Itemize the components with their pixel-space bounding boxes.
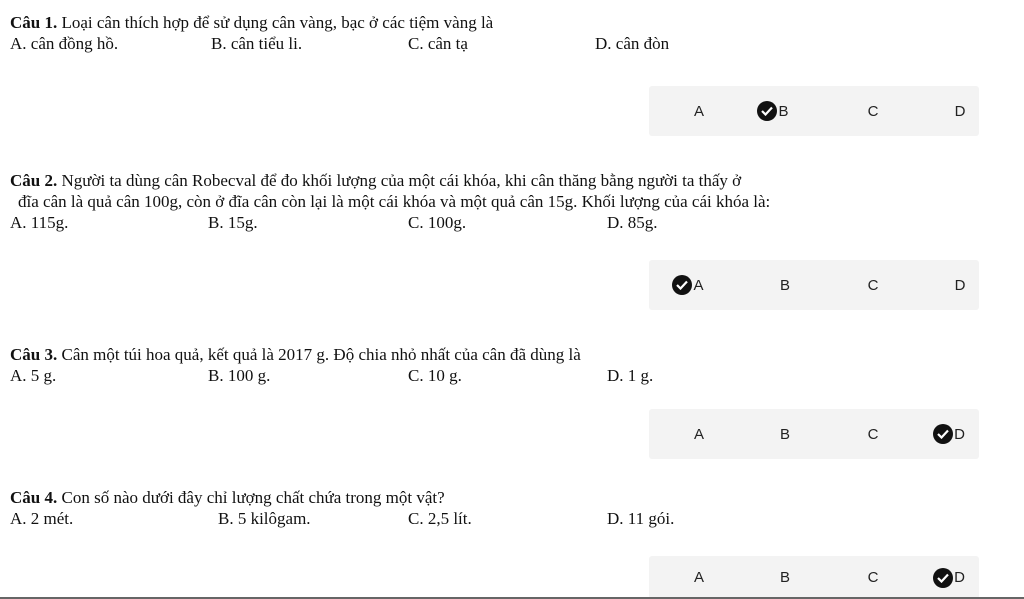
answer-choice-a[interactable]: A (693, 569, 704, 586)
answer-bar-3 (649, 409, 979, 459)
question-number: Câu 2. (10, 171, 58, 190)
answer-choice-c[interactable]: C (867, 276, 879, 294)
option-a: A. cân đồng hồ. (10, 34, 119, 53)
answer-bar-2 (649, 260, 979, 310)
option-b: B. 15g. (208, 213, 258, 232)
options-row (10, 508, 1015, 530)
option-b: B. cân tiểu li. (211, 34, 303, 53)
answer-choice-b[interactable]: B (779, 569, 790, 586)
answer-choice-b[interactable]: B (779, 276, 790, 294)
option-b: B. 5 kilôgam. (218, 509, 311, 528)
option-d: D. 85g. (607, 213, 658, 232)
checkmark-icon (757, 101, 777, 121)
answer-bar-4 (649, 556, 979, 599)
checkmark-icon (933, 424, 953, 444)
question-2 (10, 170, 1015, 234)
option-a: A. 115g. (10, 213, 69, 232)
answer-choice-a[interactable]: A (693, 102, 704, 120)
question-number: Câu 4. (10, 488, 58, 507)
answer-choice-b[interactable]: B (779, 425, 790, 443)
question-text: Người ta dùng cân Robecval để đo khối lượng của một cái khóa, khi cân thăng bằng người ta thấy ở (61, 171, 742, 190)
answer-choice-d[interactable]: D (919, 556, 979, 599)
answer-choice-c[interactable]: C (867, 102, 879, 120)
option-d: D. cân đòn (595, 34, 670, 53)
question-text: Loại cân thích hợp để sử dụng cân vàng, bạc ở các tiệm vàng là (61, 13, 494, 32)
option-c: C. 100g. (408, 213, 467, 232)
options-row (10, 365, 1015, 387)
question-4 (10, 487, 1015, 530)
options-row (10, 212, 1015, 234)
option-c: C. 10 g. (408, 366, 462, 385)
question-3 (10, 344, 1015, 387)
option-a: A. 2 mét. (10, 509, 74, 528)
option-b: B. 100 g. (208, 366, 271, 385)
option-d: D. 11 gói. (607, 509, 675, 528)
question-text-continued: đĩa cân là quả cân 100g, còn ở đĩa cân còn lại là một cái khóa và một quả cân 15g. Khối lượng của cái khóa là: (18, 192, 771, 211)
question-text: Con số nào dưới đây chỉ lượng chất chứa trong một vật? (61, 488, 445, 507)
option-a: A. 5 g. (10, 366, 57, 385)
answer-choice-b[interactable]: B (743, 86, 803, 136)
option-c: C. cân tạ (408, 34, 468, 53)
answer-choice-c[interactable]: C (867, 425, 879, 443)
question-1 (10, 12, 1015, 55)
answer-choice-d[interactable]: D (954, 102, 966, 120)
question-number: Câu 1. (10, 13, 58, 32)
answer-choice-c[interactable]: C (867, 569, 879, 586)
answer-choice-d[interactable]: D (919, 409, 979, 459)
answer-choice-a[interactable]: A (658, 260, 718, 310)
answer-choice-a[interactable]: A (693, 425, 704, 443)
answer-bar-1 (649, 86, 979, 136)
checkmark-icon (933, 568, 953, 588)
options-row (10, 33, 1015, 55)
option-c: C. 2,5 lít. (408, 509, 472, 528)
checkmark-icon (672, 275, 692, 295)
answer-choice-d[interactable]: D (954, 276, 966, 294)
question-text: Cân một túi hoa quả, kết quả là 2017 g. Độ chia nhỏ nhất của cân đã dùng là (61, 345, 581, 364)
question-number: Câu 3. (10, 345, 58, 364)
option-d: D. 1 g. (607, 366, 654, 385)
